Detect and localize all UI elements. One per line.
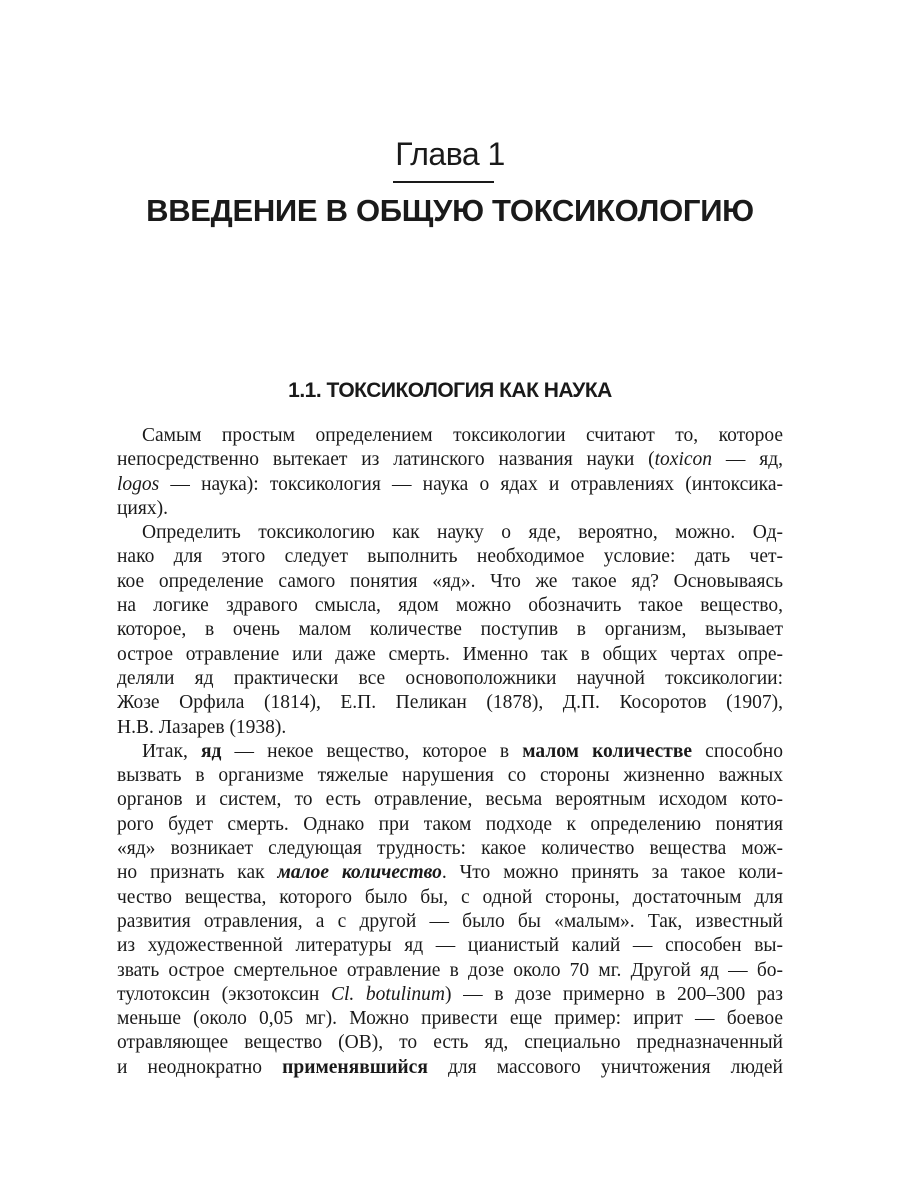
text-line	[117, 764, 783, 788]
text-line	[117, 570, 783, 594]
emphasis-text: малом количестве	[522, 740, 693, 762]
text-segment: «яд» возникает следующая трудность: какое количество вещества мож-	[117, 838, 783, 860]
text-segment: непосредственно вытекает из латинского названия науки (	[117, 449, 655, 471]
emphasis-text: применявшийся	[282, 1056, 428, 1078]
text-segment: циях).	[117, 497, 168, 519]
text-segment: острое отравление или даже смерть. Именно так в общих чертах опре-	[117, 643, 783, 665]
text-line	[117, 740, 783, 764]
text-segment: Итак,	[142, 740, 201, 762]
chapter-label: Глава 1	[395, 136, 505, 172]
chapter-underline	[393, 181, 494, 183]
text-segment: кое определение самого понятия «яд». Что же такое яд? Основываясь	[117, 570, 783, 592]
text-line	[117, 813, 783, 837]
text-segment: меньше (около 0,05 мг). Можно привести еще пример: иприт — боевое	[117, 1008, 783, 1030]
text-segment: и неоднократно	[117, 1056, 283, 1078]
text-segment: вызвать в организме тяжелые нарушения со стороны жизненно важных	[117, 765, 783, 787]
text-segment: которое, в очень малом количестве поступив в организм, вызывает	[117, 619, 783, 641]
text-line	[117, 521, 783, 545]
text-line	[117, 788, 783, 812]
text-segment: на логике здравого смысла, ядом можно обозначить такое вещество,	[117, 595, 783, 617]
text-segment: для массового уничтожения людей	[427, 1056, 783, 1078]
text-segment: органов и систем, то есть отравление, весьма вероятным исходом кото-	[117, 789, 783, 811]
text-line	[117, 1056, 783, 1080]
text-line	[117, 497, 783, 521]
paragraph	[117, 424, 783, 521]
emphasis-text: Cl. botulinum	[330, 983, 445, 1005]
text-segment: Н.В. Лазарев (1938).	[117, 716, 287, 738]
text-segment: способно	[692, 740, 783, 762]
text-segment: Жозе Орфила (1814), Е.П. Пеликан (1878), Д.П. Косоротов (1907),	[117, 692, 783, 714]
text-line	[117, 618, 783, 642]
text-segment: ) — в дозе примерно в 200–300 раз	[445, 983, 783, 1005]
text-line	[117, 934, 783, 958]
text-segment: Определить токсикологию как науку о яде, вероятно, можно. Од-	[142, 522, 783, 544]
text-line	[117, 910, 783, 934]
paragraph	[117, 521, 783, 740]
text-line	[117, 1007, 783, 1031]
text-segment: деляли яд практически все основоположники научной токсикологии:	[117, 667, 783, 689]
text-segment: нако для этого следует выполнить необходимое условие: дать чет-	[117, 546, 783, 568]
text-segment: Самым простым определением токсикологии считают то, которое	[142, 425, 783, 446]
emphasis-text: toxicon	[654, 449, 713, 471]
text-line	[117, 691, 783, 715]
text-line	[117, 716, 783, 740]
text-segment: отравляющее вещество (ОВ), то есть яд, специально предназначенный	[117, 1032, 783, 1054]
text-segment: — наука): токсикология — наука о ядах и отравлениях (интоксика-	[159, 473, 783, 495]
text-segment: звать острое смертельное отравление в дозе около 70 мг. Другой яд — бо-	[117, 959, 783, 981]
text-segment: — некое вещество, которое в	[221, 740, 523, 762]
text-line	[117, 448, 783, 472]
text-line	[117, 424, 783, 448]
text-line	[117, 861, 783, 885]
text-segment: из художественной литературы яд — цианистый калий — способен вы-	[117, 935, 783, 957]
text-line	[117, 837, 783, 861]
text-segment: развития отравления, а с другой — было бы «малым». Так, известный	[117, 910, 783, 932]
emphasis-text: logos	[117, 473, 160, 495]
text-segment: но признать как	[117, 862, 278, 884]
text-line	[117, 667, 783, 691]
text-line	[117, 545, 783, 569]
emphasis-text: малое количество	[277, 862, 442, 884]
section-title: 1.1. ТОКСИКОЛОГИЯ КАК НАУКА	[288, 379, 612, 402]
text-segment: — яд,	[712, 449, 783, 471]
text-segment: тулотоксин (экзотоксин	[117, 983, 331, 1005]
paragraph	[117, 740, 783, 1080]
text-segment: чество вещества, которого было бы, с одной стороны, достаточным для	[117, 886, 783, 908]
body-text	[117, 424, 783, 1080]
text-line	[117, 983, 783, 1007]
text-line	[117, 473, 783, 497]
text-line	[117, 1031, 783, 1055]
text-line	[117, 643, 783, 667]
text-segment: рого будет смерть. Однако при таком подходе к определению понятия	[117, 813, 783, 835]
text-segment: . Что можно принять за такое коли-	[441, 862, 783, 884]
text-line	[117, 886, 783, 910]
emphasis-text: яд	[200, 740, 222, 762]
text-line	[117, 959, 783, 983]
chapter-title: ВВЕДЕНИЕ В ОБЩУЮ ТОКСИКОЛОГИЮ	[146, 193, 754, 228]
text-line	[117, 594, 783, 618]
